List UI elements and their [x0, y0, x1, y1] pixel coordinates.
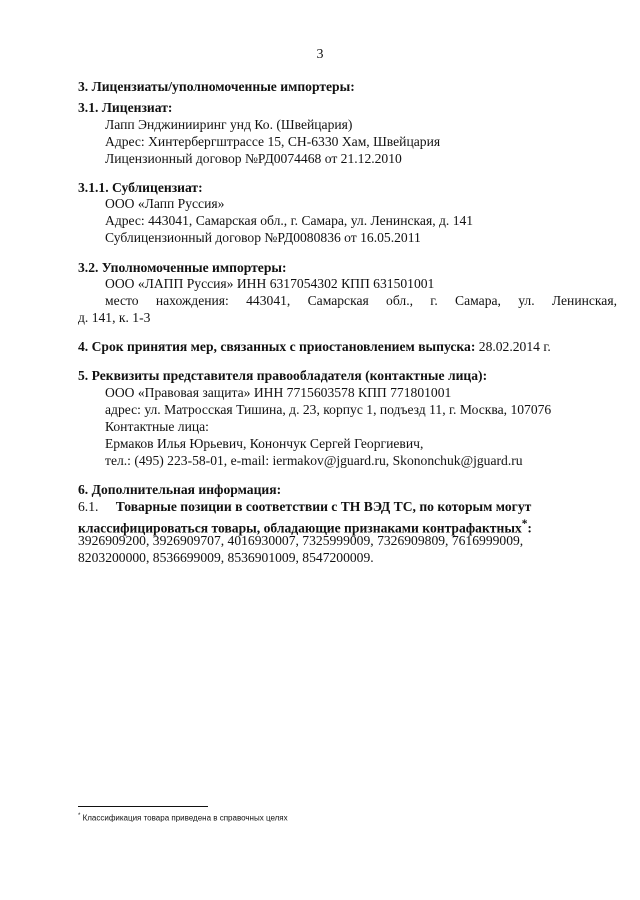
item-6-1-text: Товарные позиции в соответствии с ТН ВЭД ТС, по которым могут: [115, 499, 532, 514]
footnote-divider: [78, 806, 208, 807]
footnote-text: Классификация товара приведена в справочных целях: [82, 813, 288, 823]
section-4-date: 28.02.2014 г.: [478, 339, 551, 354]
contact-phone-email: тел.: (495) 223-58-01, e-mail: iermakov@jguard.ru, Skononchuk@jguard.ru: [105, 453, 523, 468]
section-4: [78, 339, 590, 355]
licensee-address: Адрес: Хинтербергштрассе 15, CH-6330 Хам, Швейцария: [105, 134, 441, 149]
contacts-label: Контактные лица:: [105, 419, 209, 434]
section-3-heading: 3. Лицензиаты/уполномоченные импортеры:: [78, 79, 355, 94]
item-6-1-number: 6.1.: [78, 499, 99, 514]
section-5-heading: 5. Реквизиты представителя правообладателя (контактные лица):: [78, 368, 488, 383]
section-4-label: 4. Срок принятия мер, связанных с приостановлением выпуска:: [78, 339, 476, 354]
item-6-1-line1: [78, 499, 590, 515]
sublicensee-heading: 3.1.1. Сублицензиат:: [78, 180, 203, 195]
item-6-1-text-cont: классифицироваться товары, обладающие признаками контрафактных: [78, 520, 522, 536]
importer-location-cont: д. 141, к. 1-3: [78, 310, 151, 325]
footnote: [78, 811, 288, 824]
sublicensee-contract: Сублицензионный договор №РД0080836 от 16.05.2011: [105, 230, 421, 245]
tariff-codes-line2: 8203200000, 8536699009, 8536901009, 8547200009.: [78, 550, 374, 565]
sublicensee-name: ООО «Лапп Руссия»: [105, 196, 225, 211]
licensee-name: Лапп Энджинииринг унд Ко. (Швейцария): [105, 117, 353, 132]
contact-persons: Ермаков Илья Юрьевич, Конончук Сергей Георгиевич,: [105, 436, 424, 451]
representative-address: адрес: ул. Матросская Тишина, д. 23, корпус 1, подъезд 11, г. Москва, 107076: [105, 402, 552, 417]
licensee-contract: Лицензионный договор №РД0074468 от 21.12.2010: [105, 151, 402, 166]
footnote-reference: *: [521, 518, 528, 530]
section-6-heading: 6. Дополнительная информация:: [78, 482, 282, 497]
footnote-mark: *: [78, 813, 81, 819]
importer-name: ООО «ЛАПП Руссия» ИНН 6317054302 КПП 631501001: [105, 276, 435, 291]
licensee-heading: 3.1. Лицензиат:: [78, 100, 173, 115]
tariff-codes-line1: 3926909200, 3926909707, 4016930007, 7325999009, 7326909809, 7616999009,: [78, 533, 524, 548]
item-6-1-colon: :: [527, 520, 532, 536]
page-number: 3: [316, 47, 324, 62]
sublicensee-address: Адрес: 443041, Самарская обл., г. Самара, ул. Ленинская, д. 141: [105, 213, 474, 228]
importers-heading: 3.2. Уполномоченные импортеры:: [78, 260, 287, 275]
representative-name: ООО «Правовая защита» ИНН 7715603578 КПП 771801001: [105, 385, 452, 400]
importer-location: место нахождения: 443041, Самарская обл., г. Самара, ул. Ленинская,: [105, 293, 617, 308]
